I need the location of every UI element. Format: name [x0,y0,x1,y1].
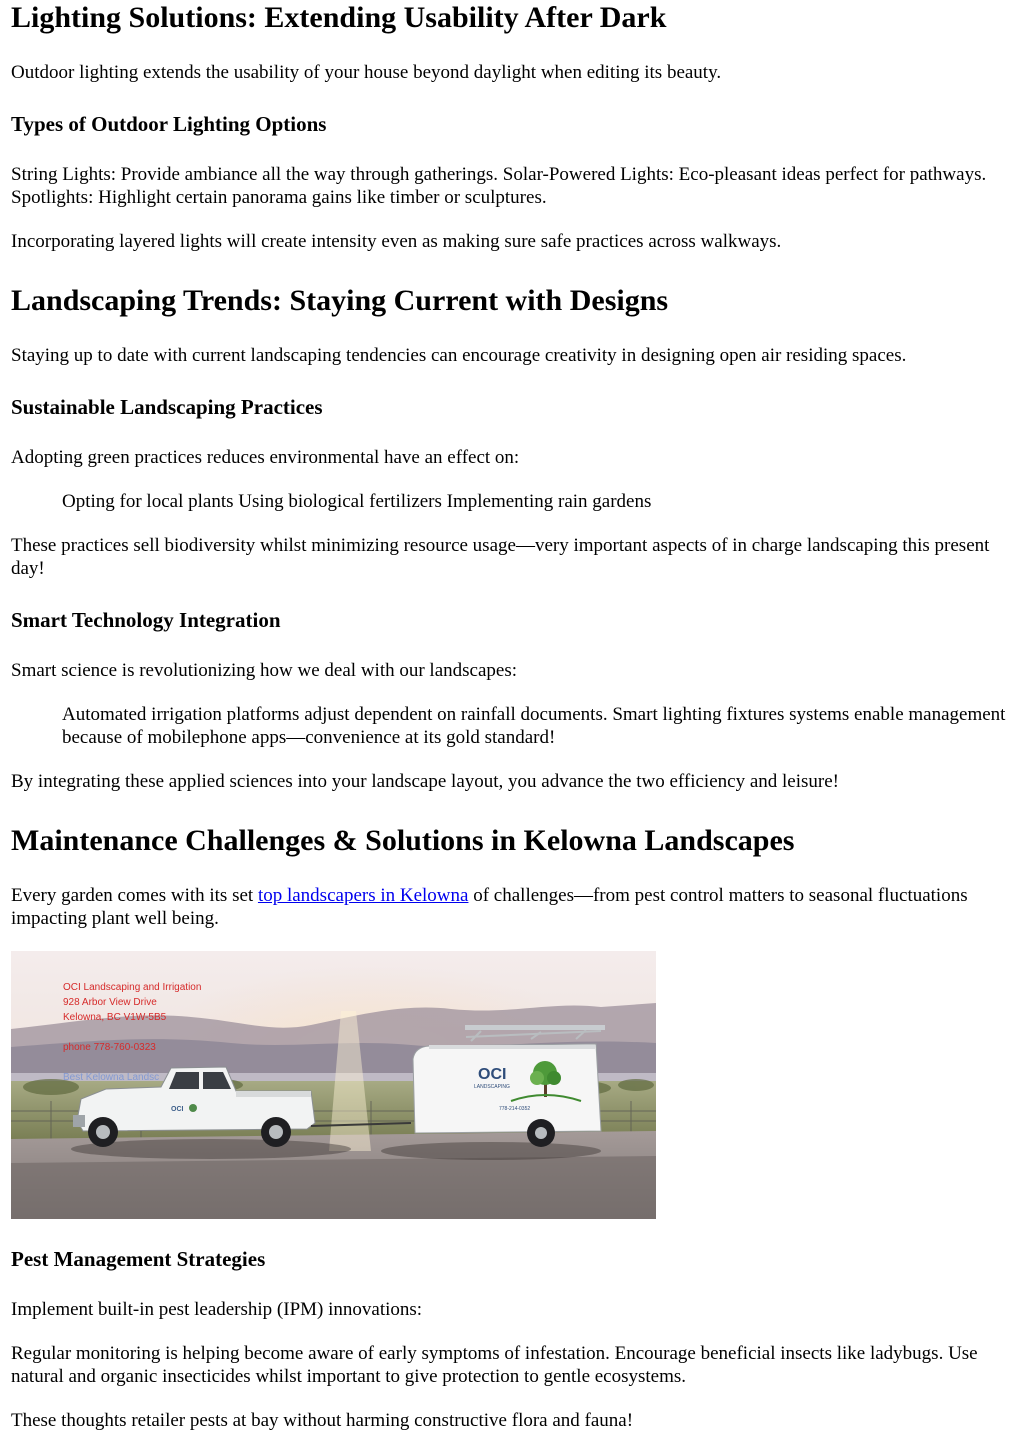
lighting-intro: Outdoor lighting extends the usability of your house beyond daylight when editing its beauty. [11,62,722,83]
trailer-phone: 778-214-0352 [499,1106,531,1112]
truck-tree-icon [189,1104,197,1112]
trends-intro: Staying up to date with current landscaping tendencies can encourage creativity in designing open air residing spaces. [11,345,907,366]
top-landscapers-link[interactable]: top landscapers in Kelowna [257,885,469,906]
smart-heading: Smart Technology Integration [11,608,281,632]
trailer-logo-subtitle: LANDSCAPING [474,1084,510,1090]
smart-intro: Smart science is revolutionizing how we deal with our landscapes: [11,660,518,681]
trends-title: Landscaping Trends: Staying Current with Designs [11,284,669,317]
article [0,1,1024,1432]
smart-outro: By integrating these applied sciences into your landscape layout, you advance the two efficiency and leisure! [11,771,839,792]
pest-text: Regular monitoring is helping become aware of early symptoms of infestation. Encourage beneficial insects like ladybugs. Use natural and organic insecticides whilst important to give protection to gentle ecosystems. [11,1343,978,1387]
lighting-title: Lighting Solutions: Extending Usability After Dark [11,1,667,34]
pest-intro: Implement built-in pest leadership (IPM) innovations: [11,1299,423,1320]
caption-line-1: OCI Landscaping and Irrigation [63,982,202,993]
sustainable-heading: Sustainable Landscaping Practices [11,395,323,419]
truck-logo: OCI [171,1106,184,1113]
caption-spacer [63,1025,201,1040]
smart-list: Automated irrigation platforms adjust dependent on rainfall documents. Smart lighting fixtures systems enable management because of mobilephone apps—convenience at its gold standard! [62,704,1006,748]
maintenance-intro [11,884,1014,930]
sustainable-outro: These practices sell biodiversity whilst minimizing resource usage—very important aspects of in charge landscaping this present day! [11,535,990,579]
photo-caption [63,980,201,1085]
lighting-layered-text: Incorporating layered lights will create intensity even as making sure safe practices across walkways. [11,231,782,252]
maintenance-intro-after: of challenges—from pest control matters to seasonal fluctuations impacting plant well being. [11,885,968,929]
lighting-types-heading: Types of Outdoor Lighting Options [11,112,327,136]
caption-line-3: Kelowna, BC V1W-5B5 [63,1012,167,1023]
maintenance-intro-before: Every garden comes with its set [11,885,258,906]
sustainable-intro: Adopting green practices reduces environmental have an effect on: [11,447,520,468]
caption-line-2: 928 Arbor View Drive [63,997,157,1008]
pest-outro: These thoughts retailer pests at bay without harming constructive flora and fauna! [11,1410,634,1431]
caption-faint-line: Best Kelowna Landsc [63,1072,160,1083]
caption-spacer-2 [63,1055,201,1070]
lighting-types-text: String Lights: Provide ambiance all the way through gatherings. Solar-Powered Lights: Eco-pleasant ideas perfect for pathways. Spotlights: Highlight certain panorama gains like timber or sculptures. [11,164,987,208]
landscaping-truck-photo [11,951,656,1219]
pest-heading: Pest Management Strategies [11,1247,266,1271]
sustainable-list: Opting for local plants Using biological fertilizers Implementing rain gardens [62,491,652,512]
maintenance-title: Maintenance Challenges & Solutions in Kelowna Landscapes [11,824,795,857]
caption-line-4: phone 778-760-0323 [63,1042,156,1053]
trailer-logo-title: OCI [478,1066,507,1083]
